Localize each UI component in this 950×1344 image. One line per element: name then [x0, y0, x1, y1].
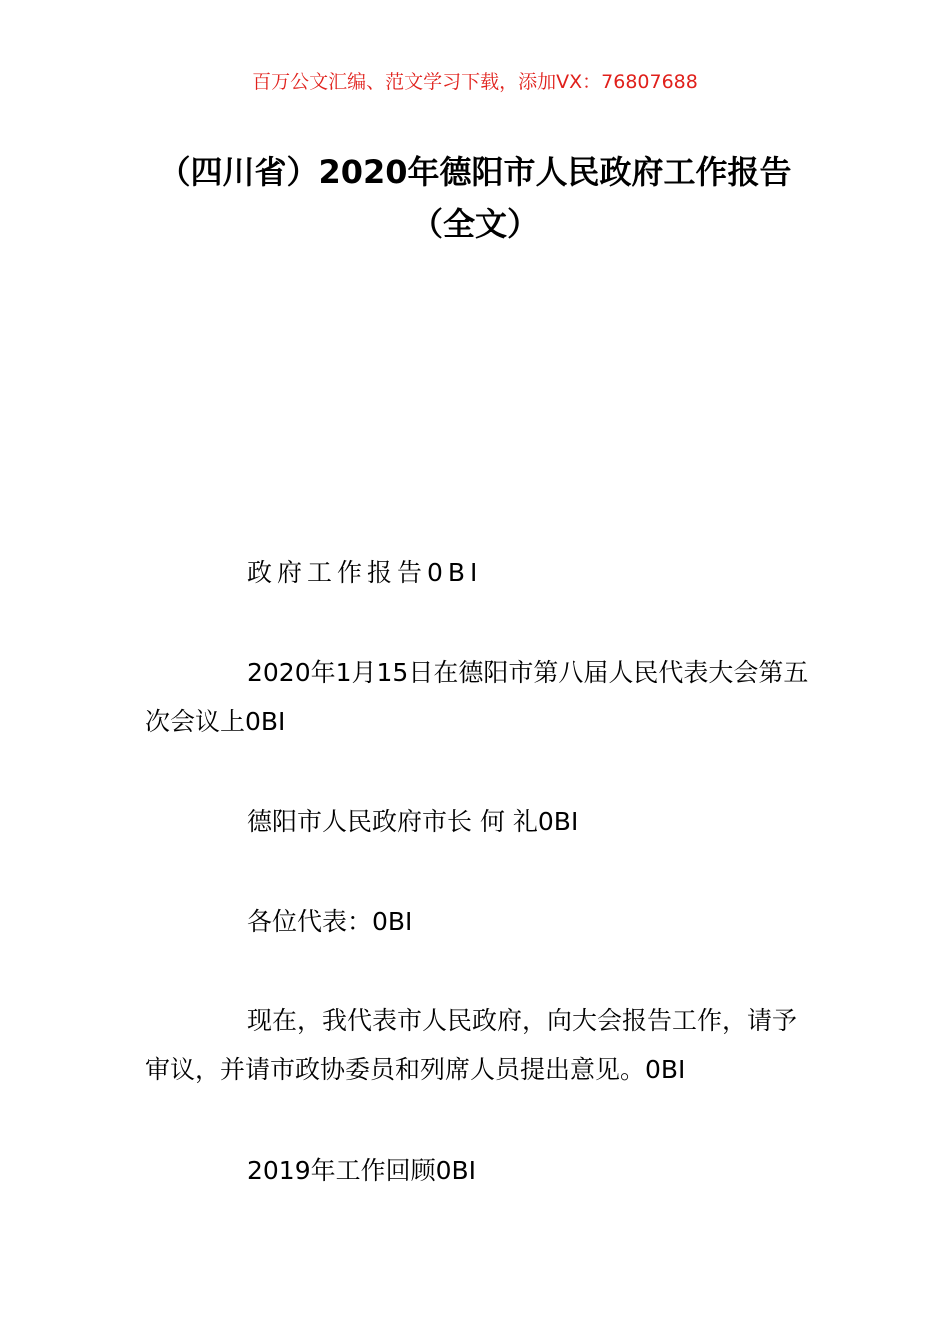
paragraph-salutation: 各位代表：0BI	[247, 907, 413, 936]
header-watermark-note: 百万公文汇编、范文学习下载，添加VX：76807688	[252, 71, 698, 93]
paragraph-meeting-date: 2020年1月15日在德阳市第八届人民代表大会第五次会议上0BI	[145, 658, 809, 736]
paragraph-report-label: 政府工作报告0BI	[247, 558, 483, 587]
document-title: （四川省）2020年德阳市人民政府工作报告（全文）	[158, 153, 792, 243]
paragraph-section-heading: 2019年工作回顾0BI	[247, 1156, 477, 1185]
paragraph-opening: 现在，我代表市人民政府，向大会报告工作，请予审议，并请市政协委员和列席人员提出意见。0BI	[145, 1006, 798, 1084]
paragraph-mayor-name: 德阳市人民政府市长 何 礼0BI	[247, 807, 579, 836]
